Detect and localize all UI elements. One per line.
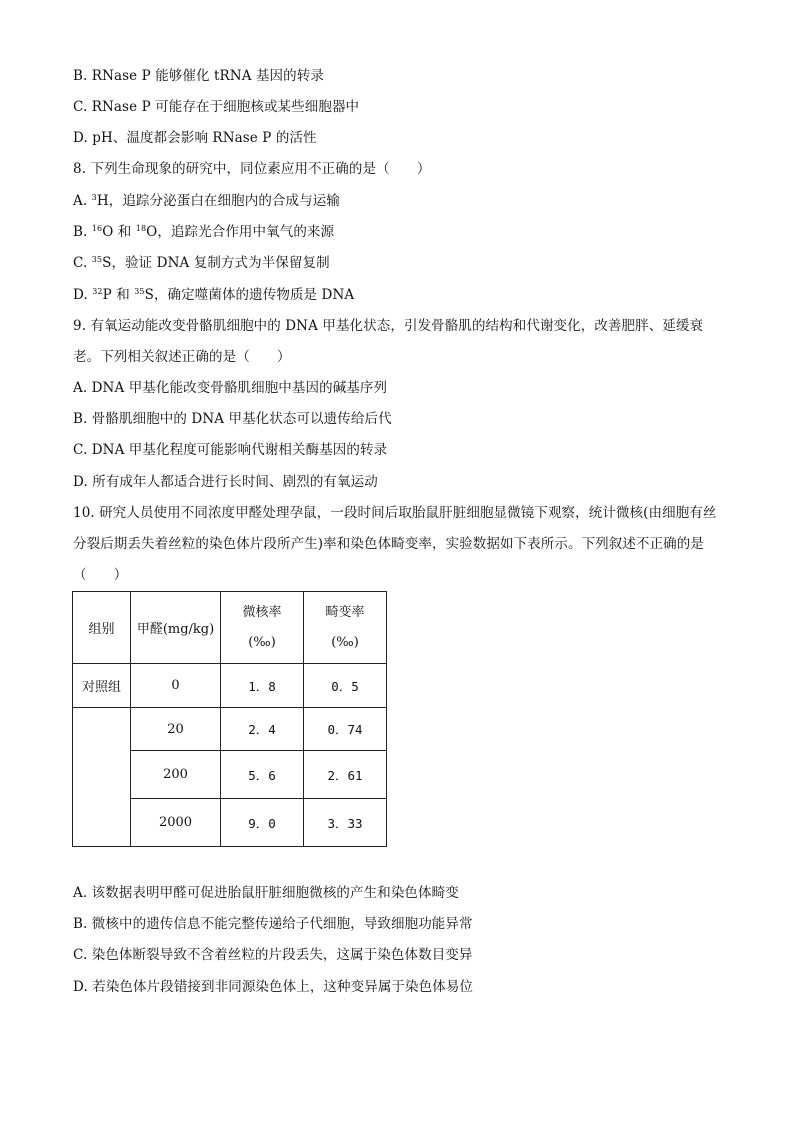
q8-option-b: B. $^{16}$O 和 $^{18}$O，追踪光合作用中氧气的来源: [73, 224, 335, 240]
table-row: [73, 664, 387, 708]
header-dose: 甲醛(mg/kg): [131, 592, 221, 664]
aberration-cell: 2．61: [304, 751, 387, 799]
dose-cell: 0: [131, 664, 221, 708]
dose-cell: 20: [131, 708, 221, 751]
micronucleus-cell: 2．4: [221, 708, 304, 751]
table-header-row: [73, 592, 387, 664]
q8-option-a: A. $^3$H，追踪分泌蛋白在细胞内的合成与运输: [73, 193, 340, 209]
header-group: 组别: [73, 592, 131, 664]
micronucleus-cell: 5．6: [221, 751, 304, 799]
q10-option-a: A. 该数据表明甲醛可促进胎鼠肝脏细胞微核的产生和染色体畸变: [73, 885, 459, 901]
aberration-cell: 3．33: [304, 799, 387, 847]
q10-option-d: D. 若染色体片段错接到非同源染色体上，这种变异属于染色体易位: [73, 979, 474, 995]
header-micronucleus: 微核率 (‰): [221, 592, 304, 664]
q9-option-b: B. 骨骼肌细胞中的 DNA 甲基化状态可以遗传给后代: [73, 411, 392, 427]
q7-option-d: D. pH、温度都会影响 RNase P 的活性: [73, 130, 317, 146]
q9-option-a: A. DNA 甲基化能改变骨骼肌细胞中基因的碱基序列: [73, 380, 388, 396]
q7-option-b: B. RNase P 能够催化 tRNA 基因的转录: [73, 68, 324, 84]
q9-option-d: D. 所有成年人都适合进行长时间、剧烈的有氧运动: [73, 474, 378, 490]
dose-cell: 200: [131, 751, 221, 799]
header-aberration: 畸变率 (‰): [304, 592, 387, 664]
aberration-cell: 0．5: [304, 664, 387, 708]
table-row: [73, 708, 387, 751]
q10-option-c: C. 染色体断裂导致不含着丝粒的片段丢失，这属于染色体数目变异: [73, 947, 473, 963]
q9-stem: 9. 有氧运动能改变骨骼肌细胞中的 DNA 甲基化状态，引发骨骼肌的结构和代谢变化，改善肥胖、延缓衰老。下列相关叙述正确的是（ ）: [73, 318, 704, 365]
q8-option-c: C. $^{35}$S，验证 DNA 复制方式为半保留复制: [73, 255, 330, 271]
q8-stem: 8. 下列生命现象的研究中，同位素应用不正确的是（ ）: [73, 161, 431, 177]
q8-option-d: D. $^{32}$P 和 $^{35}$S，确定噬菌体的遗传物质是 DNA: [73, 287, 355, 303]
dose-cell: 2000: [131, 799, 221, 847]
q10-option-b: B. 微核中的遗传信息不能完整传递给子代细胞，导致细胞功能异常: [73, 916, 473, 932]
group-treatment-cell: [73, 708, 131, 847]
aberration-cell: 0．74: [304, 708, 387, 751]
q10-stem: 10. 研究人员使用不同浓度甲醛处理孕鼠，一段时间后取胎鼠肝脏细胞显微镜下观察，统计微核(由细胞有丝分裂后期丢失着丝粒的染色体片段所产生)率和染色体畸变率，实验数据如下表所示。下列叙述不正确的是（ ）: [73, 505, 717, 583]
group-control-cell: 对照组: [73, 664, 131, 708]
micronucleus-cell: 9．0: [221, 799, 304, 847]
q7-option-c: C. RNase P 可能存在于细胞核或某些细胞器中: [73, 99, 360, 115]
q9-option-c: C. DNA 甲基化程度可能影响代谢相关酶基因的转录: [73, 442, 388, 458]
micronucleus-cell: 1．8: [221, 664, 304, 708]
formaldehyde-data-table: [72, 591, 387, 847]
